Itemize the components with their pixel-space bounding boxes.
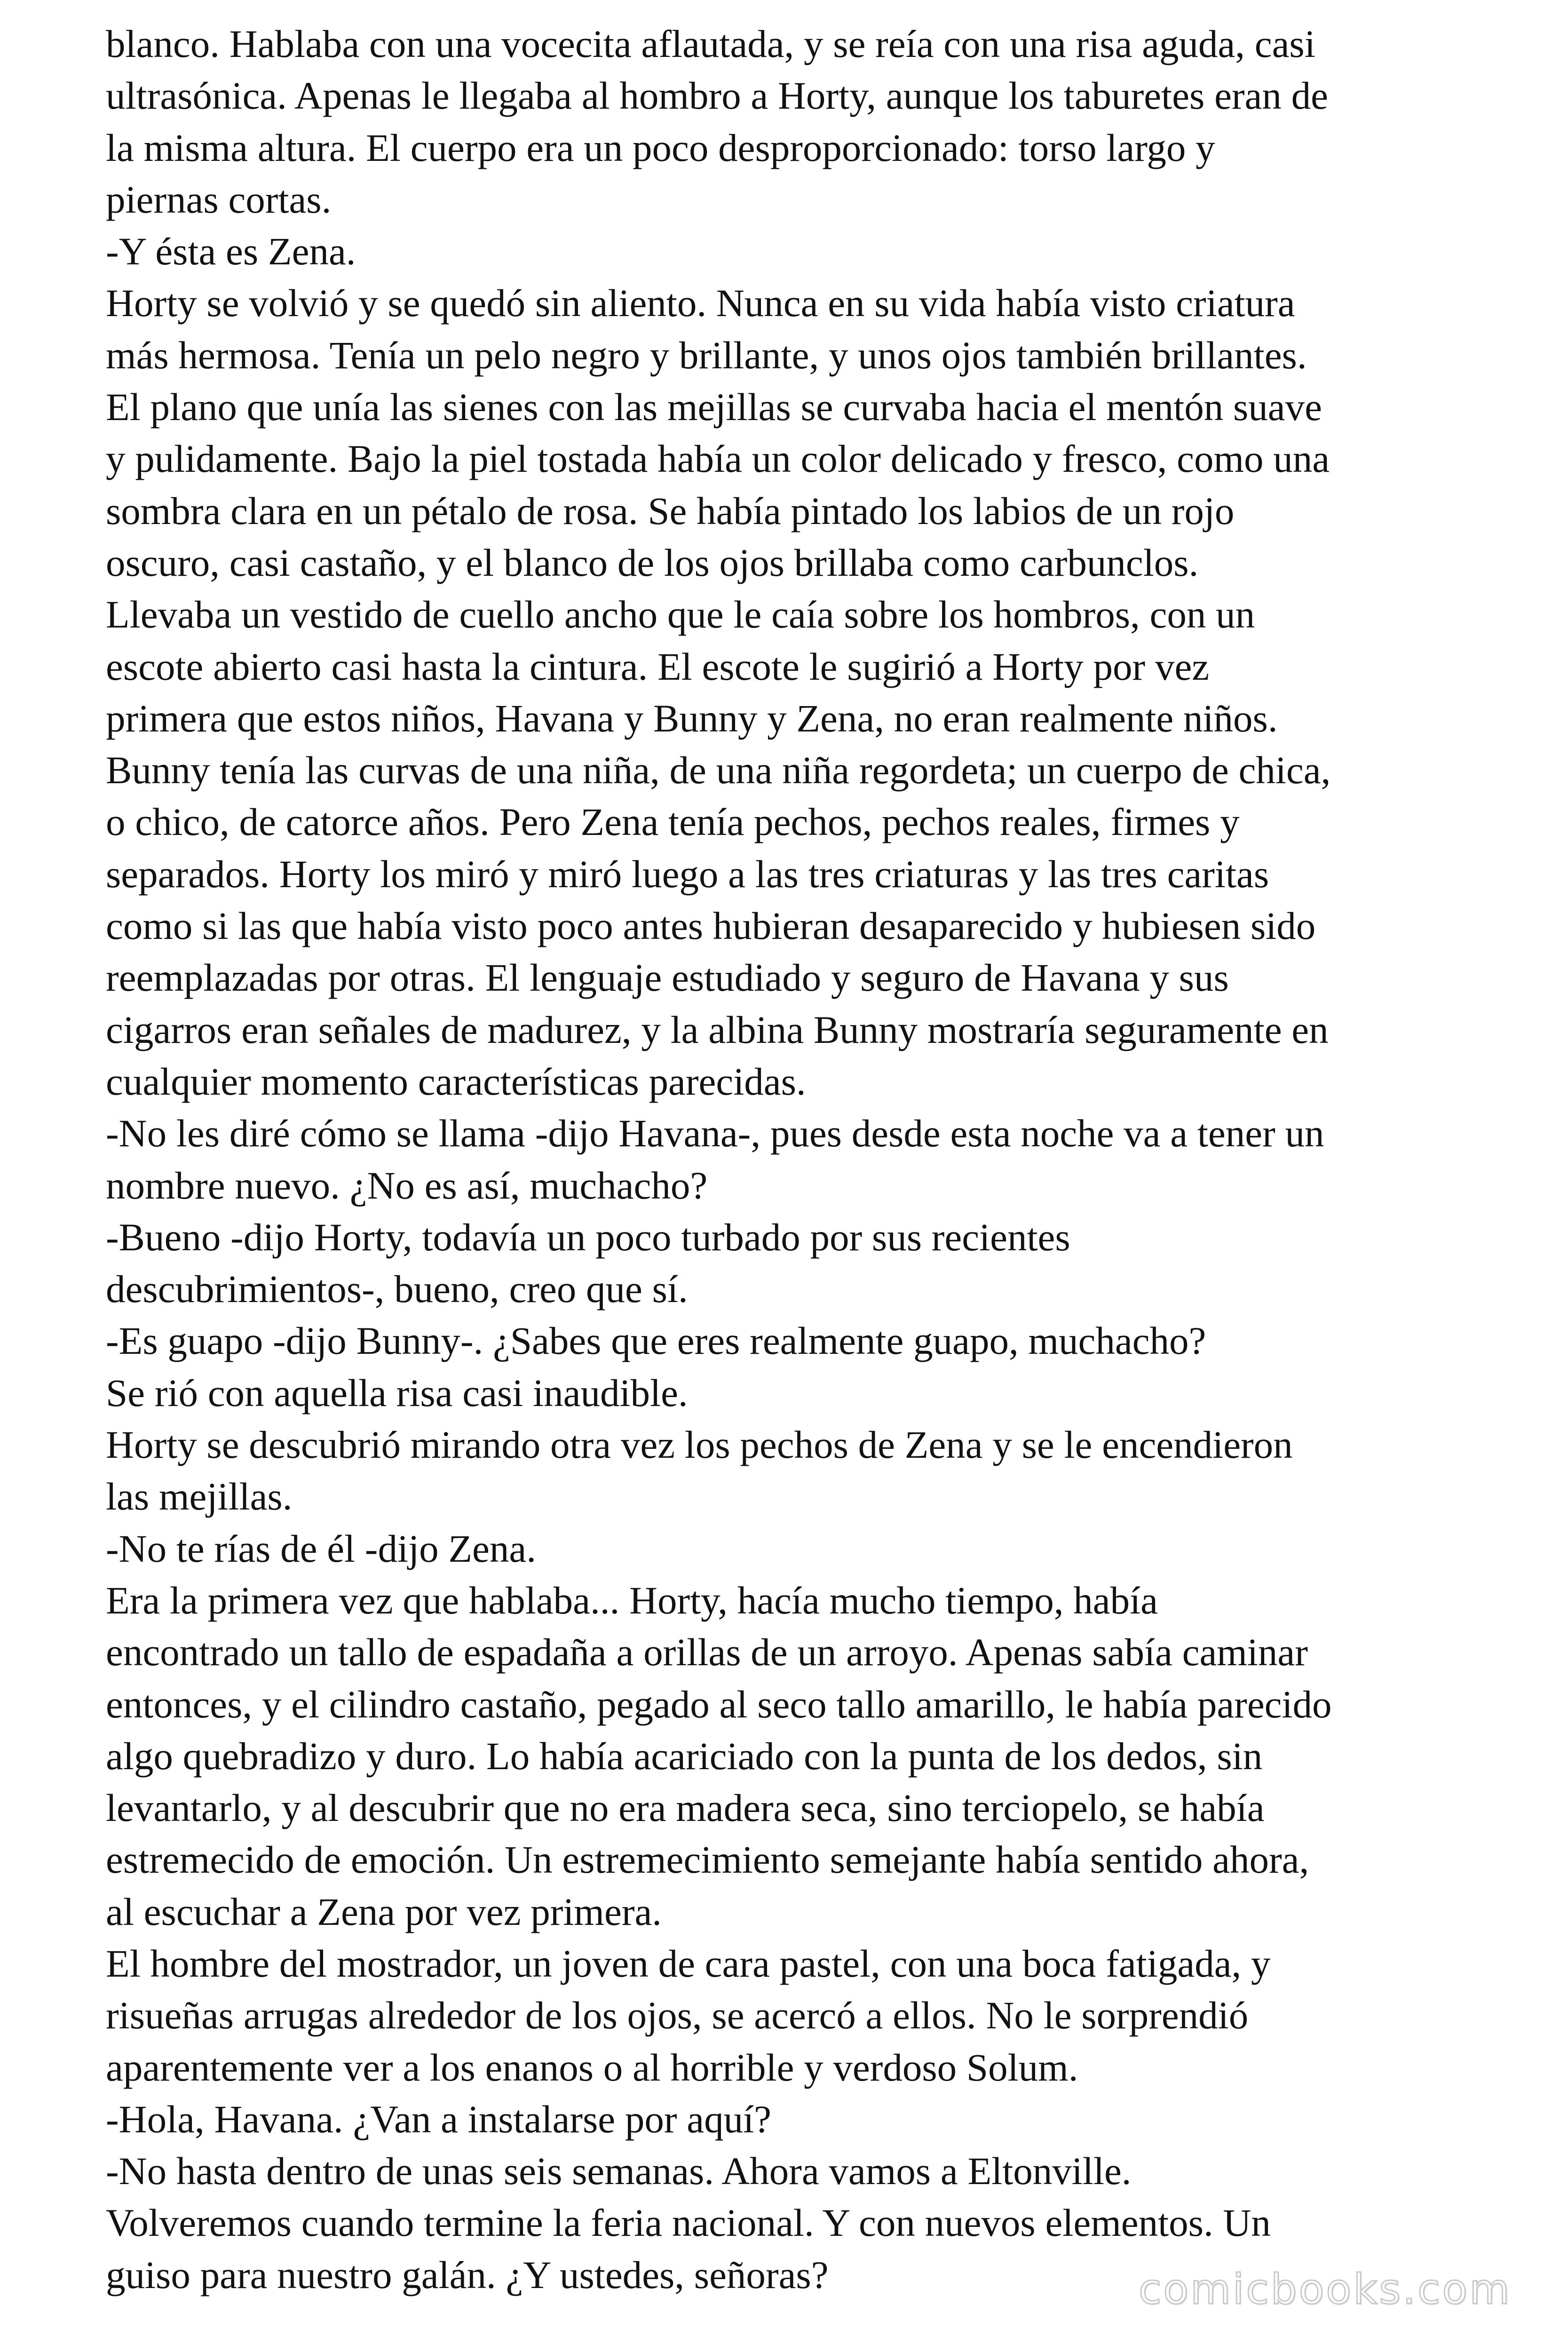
text-line: separados. Horty los miró y miró luego a las tres criaturas y las tres caritas	[106, 852, 1269, 896]
text-line: y pulidamente. Bajo la piel tostada había un color delicado y fresco, como una	[106, 437, 1330, 481]
text-line: risueñas arrugas alrededor de los ojos, se acercó a ellos. No le sorprendió	[106, 1994, 1249, 2037]
text-line: guiso para nuestro galán. ¿Y ustedes, señoras?	[106, 2253, 829, 2296]
text-line: -Bueno -dijo Horty, todavía un poco turbado por sus recientes	[106, 1215, 1070, 1259]
text-line: reemplazadas por otras. El lenguaje estudiado y seguro de Havana y sus	[106, 956, 1229, 1000]
text-line: nombre nuevo. ¿No es así, muchacho?	[106, 1163, 708, 1207]
text-line: Llevaba un vestido de cuello ancho que le caía sobre los hombros, con un	[106, 593, 1255, 636]
text-line: aparentemente ver a los enanos o al horrible y verdoso Solum.	[106, 2045, 1078, 2089]
text-line: -Hola, Havana. ¿Van a instalarse por aquí?	[106, 2097, 772, 2141]
text-line: Volveremos cuando termine la feria nacional. Y con nuevos elementos. Un	[106, 2201, 1271, 2245]
text-line: o chico, de catorce años. Pero Zena tenía pechos, pechos reales, firmes y	[106, 800, 1240, 844]
text-line: descubrimientos-, bueno, creo que sí.	[106, 1267, 688, 1311]
text-line: -Y ésta es Zena.	[106, 230, 356, 273]
text-line: cualquier momento características parecidas.	[106, 1059, 806, 1103]
text-line: El hombre del mostrador, un joven de cara pastel, con una boca fatigada, y	[106, 1941, 1271, 1985]
text-line: encontrado un tallo de espadaña a orillas de un arroyo. Apenas sabía caminar	[106, 1630, 1308, 1674]
text-line: piernas cortas.	[106, 177, 332, 221]
text-line: -No les diré cómo se llama -dijo Havana-, pues desde esta noche va a tener un	[106, 1112, 1324, 1155]
text-line: al escuchar a Zena por vez primera.	[106, 1890, 662, 1933]
text-line: estremecido de emoción. Un estremecimiento semejante había sentido ahora,	[106, 1838, 1309, 1882]
text-line: sombra clara en un pétalo de rosa. Se había pintado los labios de un rojo	[106, 489, 1235, 532]
text-line: la misma altura. El cuerpo era un poco desproporcionado: torso largo y	[106, 126, 1215, 169]
text-line: oscuro, casi castaño, y el blanco de los ojos brillaba como carbunclos.	[106, 540, 1199, 584]
watermark: comicbooks.com	[1138, 2265, 1512, 2313]
text-line: -No hasta dentro de unas seis semanas. Ahora vamos a Eltonville.	[106, 2149, 1132, 2193]
text-line: -No te rías de él -dijo Zena.	[106, 1526, 536, 1570]
document-page	[106, 18, 1498, 2301]
text-line: -Es guapo -dijo Bunny-. ¿Sabes que eres realmente guapo, muchacho?	[106, 1319, 1206, 1363]
text-line: Era la primera vez que hablaba... Horty, hacía mucho tiempo, había	[106, 1578, 1158, 1622]
text-line: más hermosa. Tenía un pelo negro y brillante, y unos ojos también brillantes.	[106, 333, 1307, 377]
text-line: Bunny tenía las curvas de una niña, de una niña regordeta; un cuerpo de chica,	[106, 748, 1331, 792]
text-line: primera que estos niños, Havana y Bunny y Zena, no eran realmente niños.	[106, 696, 1278, 740]
text-line: algo quebradizo y duro. Lo había acariciado con la punta de los dedos, sin	[106, 1734, 1263, 1778]
text-line: cigarros eran señales de madurez, y la albina Bunny mostraría seguramente en	[106, 1008, 1329, 1051]
text-line: como si las que había visto poco antes hubieran desaparecido y hubiesen sido	[106, 904, 1316, 948]
text-line: blanco. Hablaba con una vocecita aflautada, y se reía con una risa aguda, casi	[106, 22, 1315, 65]
text-line: levantarlo, y al descubrir que no era madera seca, sino terciopelo, se había	[106, 1786, 1265, 1830]
text-line: las mejillas.	[106, 1475, 293, 1518]
text-line: Horty se descubrió mirando otra vez los pechos de Zena y se le encendieron	[106, 1423, 1293, 1467]
text-line: entonces, y el cilindro castaño, pegado al seco tallo amarillo, le había parecido	[106, 1682, 1332, 1726]
text-line: Se rió con aquella risa casi inaudible.	[106, 1371, 688, 1414]
text-line: Horty se volvió y se quedó sin aliento. Nunca en su vida había visto criatura	[106, 281, 1295, 325]
text-line: El plano que unía las sienes con las mejillas se curvaba hacia el mentón suave	[106, 385, 1322, 429]
text-line: ultrasónica. Apenas le llegaba al hombro a Horty, aunque los taburetes eran de	[106, 74, 1328, 118]
text-line: escote abierto casi hasta la cintura. El escote le sugirió a Horty por vez	[106, 644, 1210, 688]
